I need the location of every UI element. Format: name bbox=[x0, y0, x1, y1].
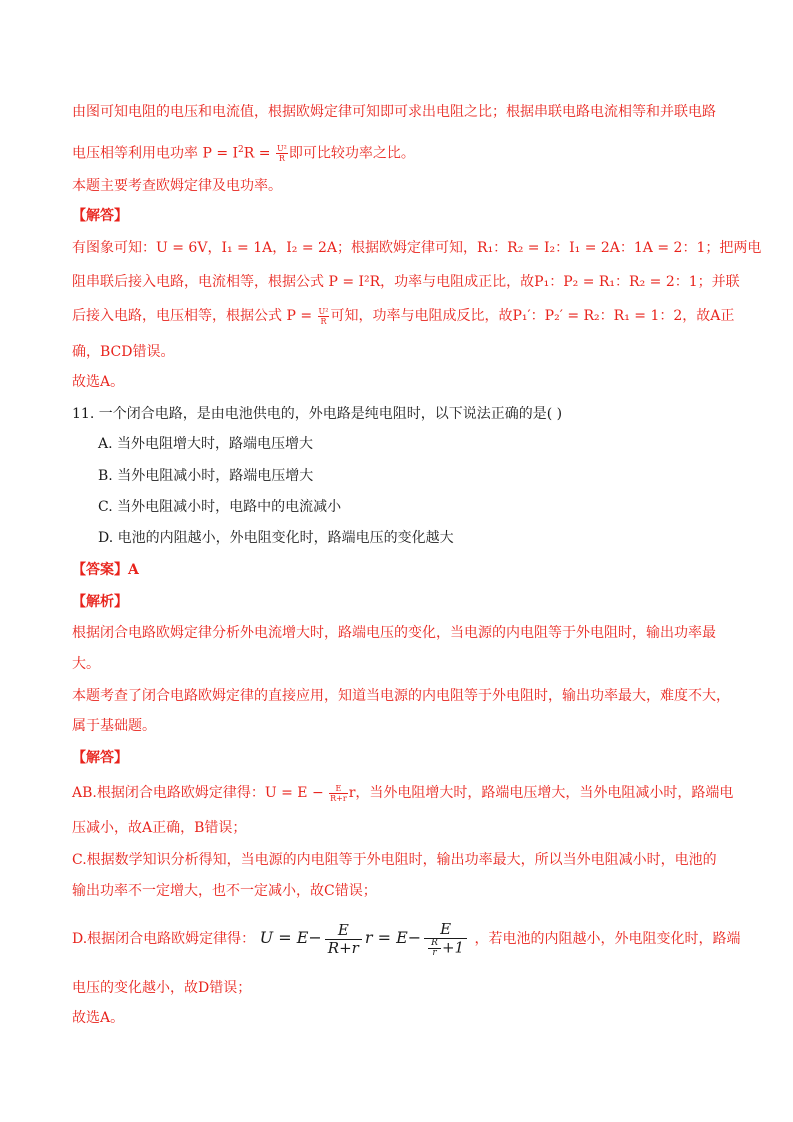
solution2-line-4: 输出功率不一定增大，也不一定减小，故C错误； bbox=[72, 883, 377, 899]
choice-line: 故选A。 bbox=[72, 374, 125, 390]
analysis-line-1: 根据闭合电路欧姆定律分析外电流增大时，路端电压的变化，当电源的内电阻等于外电阻时，输出功率最 bbox=[72, 625, 716, 641]
fraction-e-over-r-plus-r-large: $\frac{E}{R+r}$ bbox=[325, 922, 362, 957]
solution2-line-2: 压减小，故A正确，B错误； bbox=[72, 820, 247, 836]
solution-line-4: 确，BCD错误。 bbox=[72, 344, 175, 360]
explanation-line-3: 本题主要考查欧姆定律及电功率。 bbox=[72, 178, 282, 194]
analysis-line-2: 大。 bbox=[72, 656, 100, 672]
answer-line: 【答案】A bbox=[72, 562, 139, 578]
option-c: C. 当外电阻减小时，电路中的电流减小 bbox=[98, 499, 342, 515]
section-heading-solution: 【解答】 bbox=[72, 208, 128, 224]
solution-line-2: 阻串联后接入电路，电流相等，根据公式 P = I²R，功率与电阻成正比，故P₁：P₂ = R₁：R₂ = 2：1；并联 bbox=[72, 274, 740, 290]
fraction-u2-over-r: $\frac{\text{U²}}{R}$ bbox=[276, 144, 287, 164]
solution2-line-3: C.根据数学知识分析得知，当电源的内电阻等于外电阻时，输出功率最大，所以当外电阻减小时，电池的 bbox=[72, 852, 717, 868]
choice-line-2: 故选A。 bbox=[72, 1010, 125, 1026]
explanation-line-1: 由图可知电阻的电压和电流值，根据欧姆定律可知即可求出电阻之比；根据串联电路电流相等和并联电路 bbox=[72, 104, 716, 120]
analysis-line-4: 属于基础题。 bbox=[72, 718, 156, 734]
section-heading-solution-2: 【解答】 bbox=[72, 750, 128, 766]
solution-line-1: 有图象可知：U = 6V，I₁ = 1A，I₂ = 2A；根据欧姆定律可知，R₁：R₂ = I₂：I₁ = 2A：1A = 2：1；把两电 bbox=[72, 240, 762, 256]
section-heading-analysis: 【解析】 bbox=[72, 594, 128, 610]
solution2-line-6: 电压的变化越小，故D错误； bbox=[72, 980, 252, 996]
fraction-e-over-r-ratio-plus-one: E $\frac{R}{r}$ +1 bbox=[424, 921, 467, 958]
option-d: D. 电池的内阻越小，外电阻变化时，路端电压的变化越大 bbox=[98, 530, 454, 546]
fraction-e-over-r-plus-r: $\frac{E}{R+r}$ bbox=[330, 783, 347, 803]
question-11: 11. 一个闭合电路，是由电池供电的，外电路是纯电阻时，以下说法正确的是( ) bbox=[72, 406, 563, 422]
explanation-line-2: 电压相等利用电功率 $P = I^2R$ = $\frac{\text{U²}}{R}$ 即可比较功率之比。 bbox=[72, 144, 415, 164]
option-a: A. 当外电阻增大时，路端电压增大 bbox=[98, 436, 314, 452]
solution-line-3: 后接入电路，电压相等，根据公式 P = $\frac{\text{U²}}{R}$ 可知，功率与电阻成反比，故P₁′：P₂′ = R₂：R₁ = 1：2，故A正 bbox=[72, 306, 735, 326]
solution2-line-1: AB.根据闭合电路欧姆定律得：U = E − $\frac{E}{R+r}$ r，当外电阻增大时，路端电压增大，当外电阻减小时，路端电 bbox=[72, 783, 734, 803]
analysis-line-3: 本题考查了闭合电路欧姆定律的直接应用，知道当电源的内电阻等于外电阻时，输出功率最大，难度不大， bbox=[72, 688, 730, 704]
formula-part-2: r = E− bbox=[364, 928, 422, 947]
fraction-u2-over-r: $\frac{\text{U²}}{R}$ bbox=[318, 306, 329, 326]
option-b: B. 当外电阻减小时，路端电压增大 bbox=[98, 468, 314, 484]
solution2-line-5: D.根据闭合电路欧姆定律得： U = E− $\frac{E}{R+r}$ r = E− E $\frac{R}{r}$ +1 ，若电池的内阻越小，外电阻变化时，路端 bbox=[72, 919, 741, 958]
formula-part-1: U = E− bbox=[259, 928, 322, 947]
